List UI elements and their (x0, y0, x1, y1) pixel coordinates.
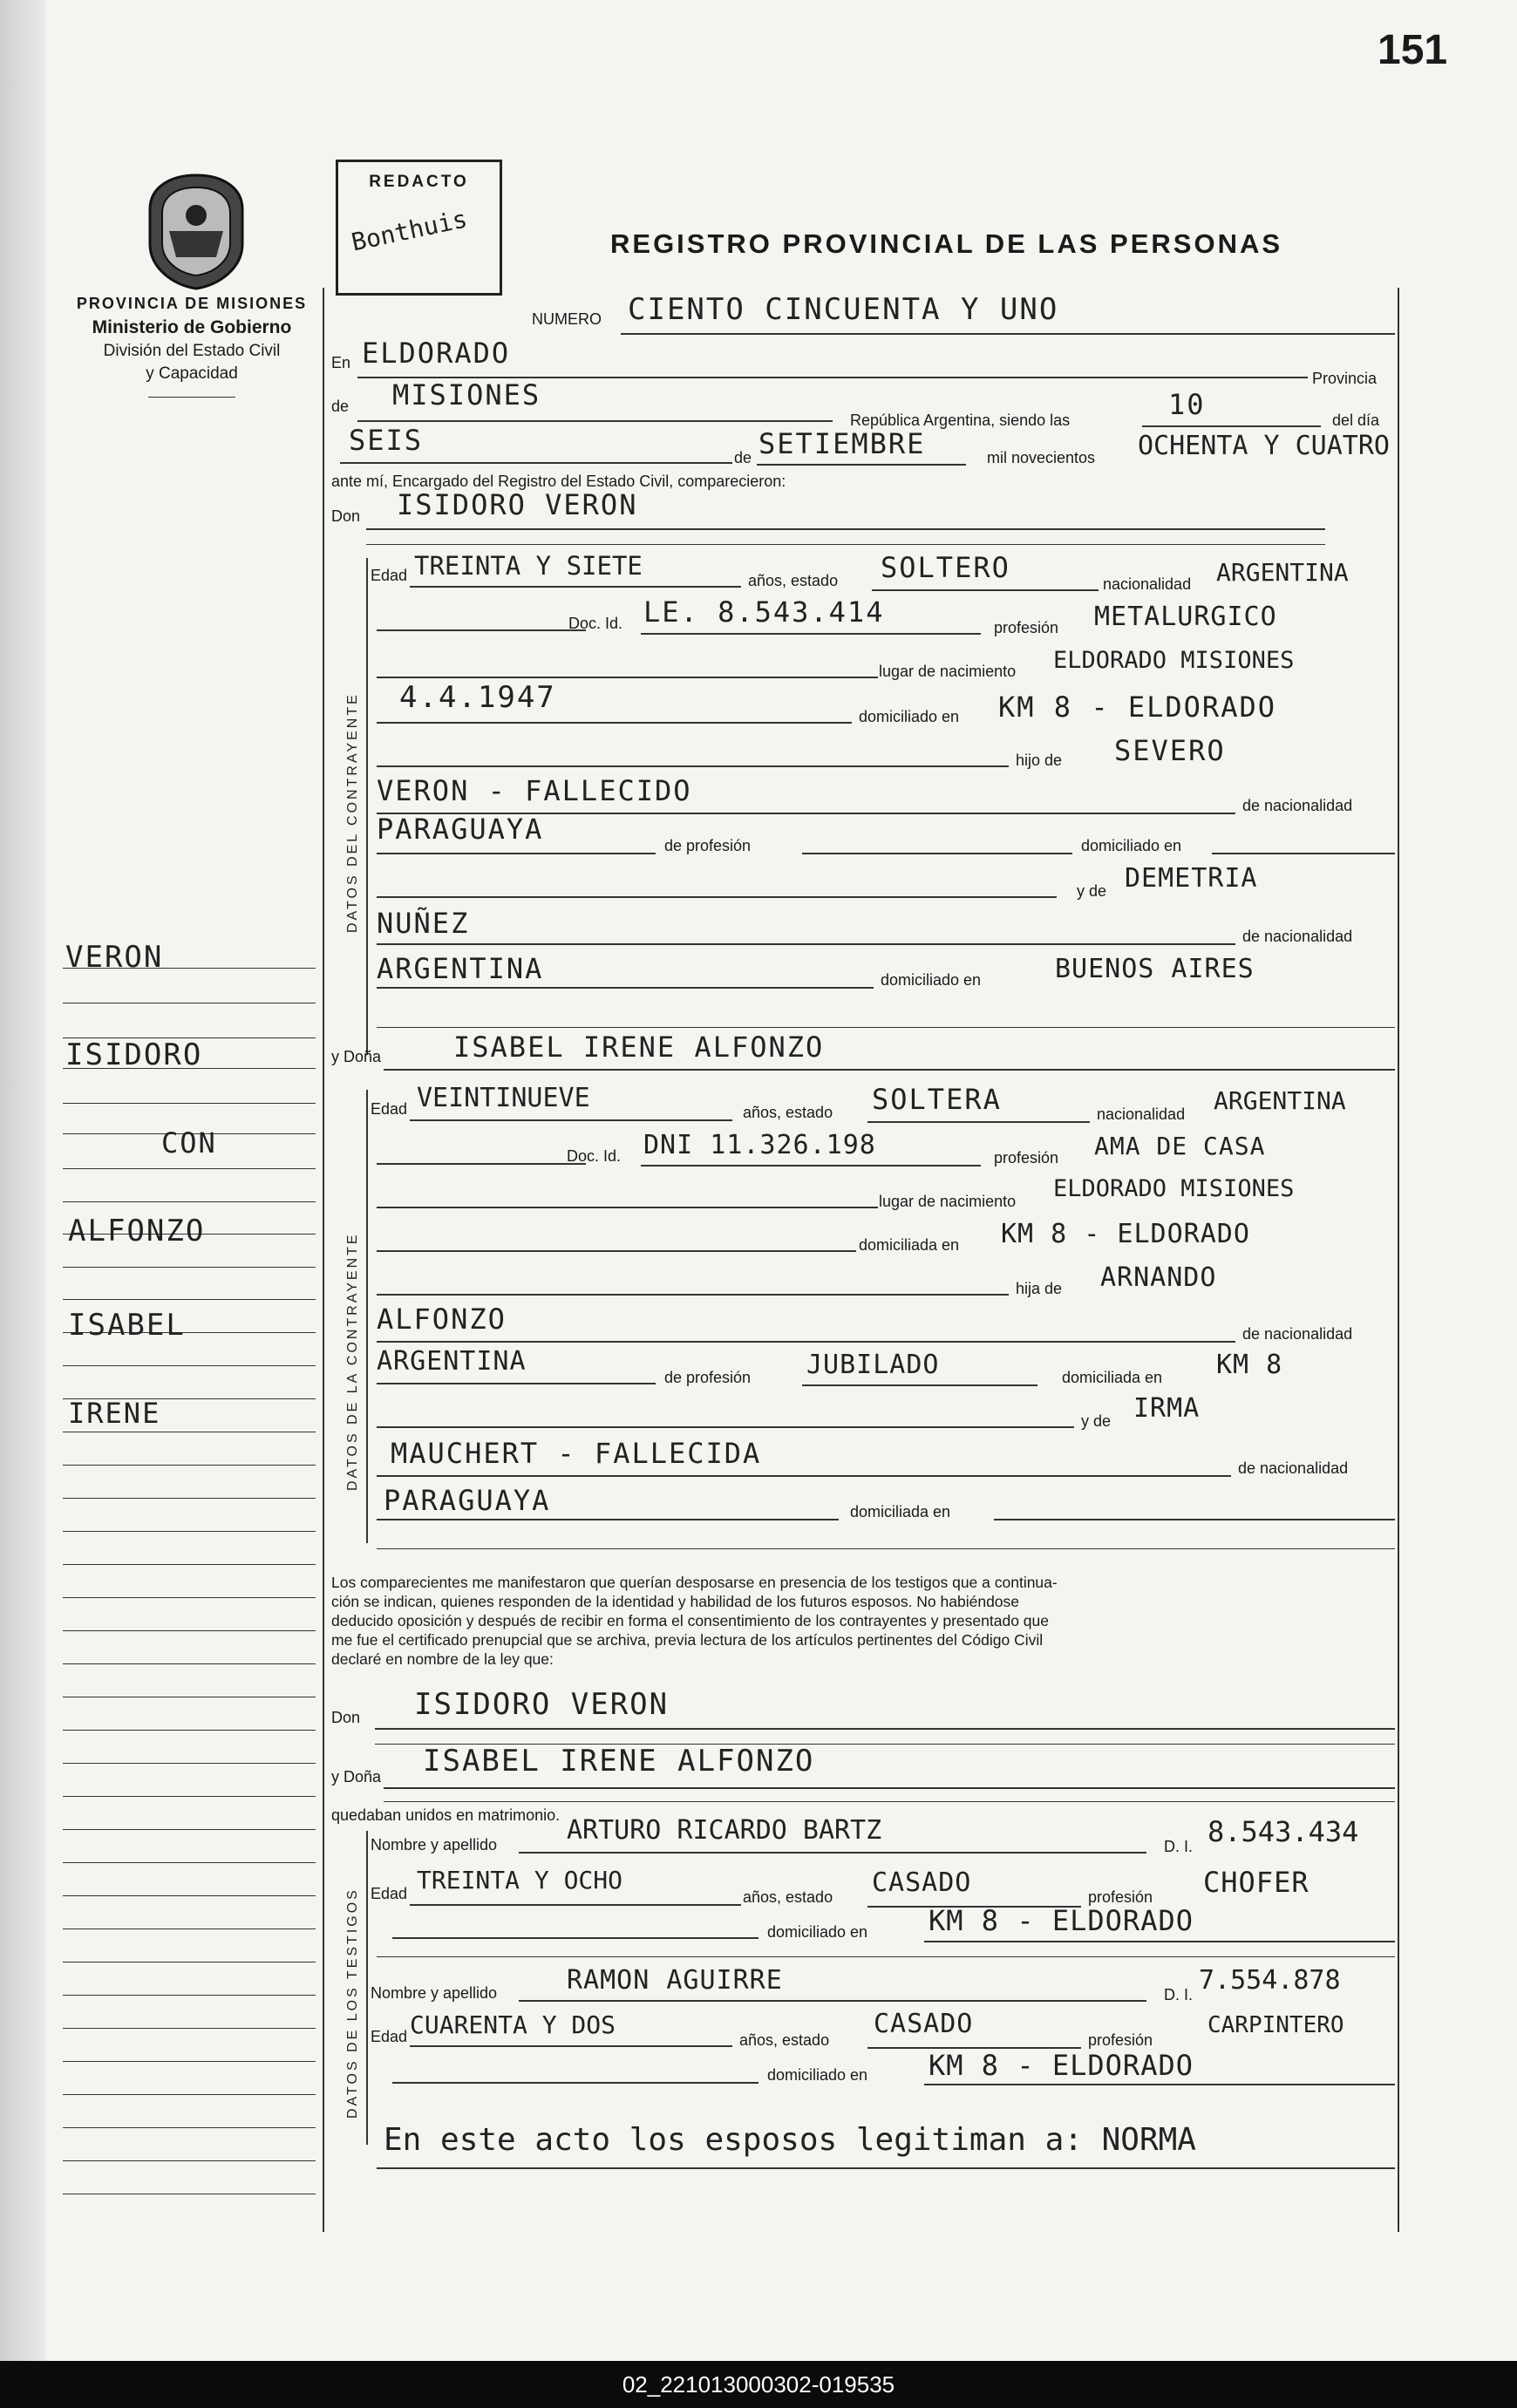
witness1-profesion-value: CHOFER (1203, 1866, 1310, 1899)
edad-label-3: Edad (371, 1885, 408, 1902)
field-line (366, 528, 1325, 530)
page-number: 151 (1378, 27, 1448, 73)
provincial-seal-icon (139, 170, 253, 292)
mes-value: SETIEMBRE (758, 427, 926, 460)
doc-id-label: Doc. Id. (568, 615, 623, 632)
groom-fecha-nacimiento-value: 4.4.1947 (399, 680, 556, 715)
anos-estado-label-4: años, estado (739, 2031, 830, 2049)
bride-edad-value: VEINTINUEVE (417, 1083, 590, 1113)
provincia-value: MISIONES (392, 378, 541, 412)
hijo-de-label: hijo de (1016, 752, 1063, 769)
y-dona-label: y Doña (331, 1048, 382, 1065)
witness1-nombre-value: ARTURO RICARDO BARTZ (567, 1815, 882, 1846)
field-line (410, 1904, 741, 1906)
right-margin-rule (1398, 288, 1399, 2232)
witness1-estado-value: CASADO (872, 1867, 972, 1898)
groom-profesion-value: METALURGICO (1094, 602, 1277, 632)
bride-padre-nacionalidad-value: ARGENTINA (377, 1346, 527, 1377)
field-line (392, 1937, 758, 1939)
anio-value: OCHENTA Y CUATRO (1138, 431, 1390, 461)
field-line (377, 987, 874, 989)
di-label: D. I. (1164, 1838, 1194, 1855)
republica-label: República Argentina, siendo las (850, 412, 1071, 429)
hora-value: 10 (1168, 388, 1206, 421)
ministry-label: Ministerio de Gobierno (92, 317, 292, 337)
field-line (377, 1475, 1231, 1477)
groom-madre-2-value: NUÑEZ (377, 907, 470, 940)
margin-surname-bride: ALFONZO (68, 1214, 206, 1248)
margin-name-bride: ISABEL (68, 1308, 186, 1343)
bride-nacionalidad-value: ARGENTINA (1214, 1086, 1346, 1115)
de-nacionalidad-label: de nacionalidad (1242, 797, 1353, 814)
witness1-edad-value: TREINTA Y OCHO (417, 1866, 623, 1894)
profesion-label-4: profesión (1088, 2031, 1153, 2049)
groom-block-label: DATOS DEL CONTRAYENTE (345, 692, 360, 933)
domiciliado-label-3: domiciliado en (881, 971, 982, 989)
hija-de-label: hija de (1016, 1280, 1063, 1297)
bride-block-label: DATOS DE LA CONTRAYENTE (345, 1232, 360, 1491)
field-line (377, 1383, 656, 1384)
dia-value: SEIS (349, 424, 424, 457)
field-line (377, 1250, 856, 1252)
divider (148, 397, 235, 398)
witness2-edad-value: CUARENTA Y DOS (410, 2010, 616, 2039)
provincia-label: Provincia (1312, 370, 1378, 387)
field-line (1142, 425, 1321, 427)
stamp-signature: Bonthuis (349, 204, 470, 257)
margin-con: CON (161, 1126, 217, 1160)
don-label: Don (331, 507, 361, 525)
anos-estado-label-2: años, estado (743, 1104, 833, 1121)
bride-madre-value: IRMA (1133, 1393, 1201, 1424)
field-line (621, 333, 1395, 335)
bride-name-value: ISABEL IRENE ALFONZO (453, 1031, 825, 1064)
bride-domicilio-value: KM 8 - ELDORADO (1001, 1219, 1250, 1249)
groom-lugar-value: ELDORADO MISIONES (1053, 647, 1295, 674)
domiciliada-label-2: domiciliada en (1062, 1369, 1163, 1386)
field-line (757, 464, 966, 466)
page-edge-shadow (0, 0, 45, 2408)
left-margin-rule (323, 288, 324, 2232)
page-title: REGISTRO PROVINCIAL DE LAS PERSONAS (610, 228, 1283, 259)
field-line (384, 1787, 1395, 1789)
groom-padre-2-value: VERON - FALLECIDO (377, 774, 692, 807)
lugar-nacimiento-label-2: lugar de nacimiento (879, 1193, 1017, 1210)
nacionalidad-label-2: nacionalidad (1097, 1105, 1186, 1123)
stamp-title: REDACTO (369, 173, 469, 191)
de-profesion-label-2: de profesión (664, 1369, 752, 1386)
en-label: En (331, 354, 351, 371)
field-line (924, 2084, 1395, 2085)
witness2-di-value: 7.554.878 (1199, 1965, 1341, 1996)
ante-mi-text: ante mí, Encargado del Registro del Estado Civil, comparecieron: (331, 473, 786, 490)
field-line (377, 677, 878, 678)
field-line (641, 633, 981, 635)
field-line (377, 1956, 1395, 1957)
profesion-label-2: profesión (994, 1149, 1059, 1167)
groom-block-rule (366, 558, 368, 1055)
numero-label: NUMERO (532, 310, 602, 328)
domiciliado-label: domiciliado en (859, 708, 960, 725)
field-line (377, 1426, 1074, 1428)
y-dona-label-2: y Doña (331, 1768, 382, 1786)
field-line (377, 1027, 1395, 1028)
de-nacionalidad-label-3: de nacionalidad (1242, 1325, 1353, 1343)
field-line (377, 853, 656, 854)
del-dia-label: del día (1332, 412, 1380, 429)
groom-doc-value: LE. 8.543.414 (643, 595, 885, 629)
groom-estado-value: SOLTERO (881, 551, 1010, 584)
edad-label-4: Edad (371, 2028, 408, 2045)
field-line (377, 1519, 839, 1520)
bride-padre-profesion-value: JUBILADO (806, 1350, 940, 1380)
domiciliada-label-3: domiciliada en (850, 1503, 951, 1520)
numero-value: CIENTO CINCUENTA Y UNO (628, 292, 1059, 327)
witness1-di-value: 8.543.434 (1207, 1815, 1359, 1848)
declaration-line: me fue el certificado prenupcial que se archiva, previa lectura de los artículos pertinentes del Código Civil (331, 1631, 1044, 1649)
y-de-label: y de (1077, 882, 1107, 900)
quedaban-text: quedaban unidos en matrimonio. (331, 1806, 561, 1824)
field-line (519, 2000, 1146, 2002)
de-nacionalidad-label-4: de nacionalidad (1238, 1459, 1349, 1477)
field-line (384, 1801, 1395, 1802)
field-line (384, 1069, 1395, 1071)
groom-nacionalidad-value: ARGENTINA (1216, 558, 1349, 587)
margin-surname-groom: VERON (65, 940, 164, 975)
division-label: División del Estado Civil (103, 342, 281, 360)
y-de-label-2: y de (1081, 1412, 1112, 1430)
field-line (375, 1728, 1395, 1730)
de-mes-label: de (734, 449, 752, 466)
groom-edad-value: TREINTA Y SIETE (414, 551, 643, 581)
footer-id: 02_221013000302-019535 (622, 2371, 895, 2398)
bride-padre-value: ARNANDO (1100, 1262, 1217, 1293)
doc-id-label-2: Doc. Id. (567, 1147, 622, 1165)
domiciliada-label: domiciliada en (859, 1236, 960, 1254)
field-line (377, 722, 852, 724)
bride-profesion-value: AMA DE CASA (1094, 1132, 1266, 1160)
bride-block-rule (366, 1090, 368, 1543)
field-line (377, 1207, 878, 1208)
field-line (377, 896, 1057, 898)
bride-madre-nacionalidad-value: PARAGUAYA (384, 1484, 551, 1517)
field-line (994, 1519, 1395, 1520)
bride-padre-domicilio-value: KM 8 (1216, 1350, 1283, 1380)
nombre-apellido-label: Nombre y apellido (371, 1836, 498, 1854)
union-dona-value: ISABEL IRENE ALFONZO (423, 1744, 815, 1779)
field-line (410, 586, 741, 588)
division-label-2: y Capacidad (146, 364, 238, 383)
de-profesion-label: de profesión (664, 837, 752, 854)
anos-estado-label: años, estado (748, 572, 839, 589)
field-line (1212, 853, 1395, 854)
field-line (377, 1163, 586, 1165)
di-label-2: D. I. (1164, 1986, 1194, 2003)
lugar-nacimiento-label: lugar de nacimiento (879, 663, 1017, 680)
field-line (410, 1119, 732, 1121)
bride-estado-value: SOLTERA (872, 1083, 1002, 1116)
field-line (641, 1165, 981, 1167)
bride-padre-2-value: ALFONZO (377, 1303, 507, 1336)
field-line (377, 629, 586, 631)
declaration-text (331, 1573, 1058, 1669)
scan-footer (0, 2361, 1517, 2408)
field-line (802, 1384, 1037, 1386)
field-line (924, 1941, 1395, 1942)
groom-padre-nacionalidad-value: PARAGUAYA (377, 813, 544, 846)
declaration-line: deducido oposición y después de recibir en forma el consentimiento de los contrayentes y presentado que (331, 1612, 1050, 1629)
province-label: PROVINCIA DE MISIONES (76, 295, 308, 312)
field-line (377, 765, 1009, 767)
don-label-2: Don (331, 1709, 361, 1726)
field-line (377, 943, 1235, 945)
margin-name-groom: ISIDORO (65, 1037, 203, 1072)
field-line (377, 1548, 1395, 1549)
bride-lugar-value: ELDORADO MISIONES (1053, 1175, 1295, 1202)
domiciliado-label-2: domiciliado en (1081, 837, 1182, 854)
field-line (872, 589, 1099, 591)
declaration-line: declaré en nombre de la ley que: (331, 1650, 554, 1668)
mil-novecientos-label: mil novecientos (987, 449, 1096, 466)
field-line (377, 2167, 1395, 2169)
field-line (410, 2045, 732, 2047)
en-value: ELDORADO (362, 337, 511, 370)
witness-block-label: DATOS DE LOS TESTIGOS (345, 1888, 360, 2119)
field-line (340, 462, 732, 464)
witness2-nombre-value: RAMON AGUIRRE (567, 1965, 783, 1996)
de-nacionalidad-label-2: de nacionalidad (1242, 928, 1353, 945)
redacto-stamp (336, 160, 502, 296)
legitimation-note: En este acto los esposos legitiman a: NORMA (384, 2122, 1196, 2158)
groom-padre-value: SEVERO (1114, 734, 1226, 767)
witness2-domicilio-value: KM 8 - ELDORADO (929, 2049, 1194, 2082)
witness2-estado-value: CASADO (874, 2009, 974, 2039)
field-line (867, 1121, 1090, 1123)
witness-block-rule (366, 1831, 368, 2145)
nombre-apellido-label-2: Nombre y apellido (371, 1984, 498, 2002)
field-line (357, 420, 833, 422)
edad-label: Edad (371, 567, 408, 584)
margin-name-bride-2: IRENE (68, 1397, 161, 1430)
groom-name-value: ISIDORO VERON (397, 488, 638, 521)
groom-madre-value: DEMETRIA (1125, 863, 1258, 894)
groom-madre-nacionalidad-value: ARGENTINA (377, 952, 544, 985)
bride-madre-2-value: MAUCHERT - FALLECIDA (391, 1437, 762, 1470)
declaration-line: Los comparecientes me manifestaron que querían desposarse en presencia de los testigos que a continua- (331, 1574, 1058, 1591)
edad-label-2: Edad (371, 1100, 408, 1118)
anos-estado-label-3: años, estado (743, 1888, 833, 1906)
field-line (366, 544, 1325, 545)
field-line (519, 1852, 1146, 1854)
groom-madre-domicilio-value: BUENOS AIRES (1055, 954, 1255, 984)
field-line (377, 1294, 1009, 1296)
field-line (802, 853, 1072, 854)
declaration-line: ción se indican, quienes responden de la identidad y habilidad de los futuros esposos. No habiéndose (331, 1593, 1020, 1610)
field-line (377, 1341, 1235, 1343)
union-don-value: ISIDORO VERON (414, 1687, 670, 1722)
nacionalidad-label: nacionalidad (1103, 575, 1192, 593)
field-line (392, 2082, 758, 2084)
profesion-label: profesión (994, 619, 1059, 636)
groom-domicilio-value: KM 8 - ELDORADO (998, 690, 1276, 724)
witness1-domicilio-value: KM 8 - ELDORADO (929, 1904, 1194, 1937)
de-label: de (331, 398, 350, 415)
profesion-label-3: profesión (1088, 1888, 1153, 1906)
bride-doc-value: DNI 11.326.198 (643, 1130, 876, 1160)
domiciliado-label-5: domiciliado en (767, 2066, 868, 2084)
witness2-profesion-value: CARPINTERO (1207, 2012, 1344, 2038)
domiciliado-label-4: domiciliado en (767, 1923, 868, 1941)
